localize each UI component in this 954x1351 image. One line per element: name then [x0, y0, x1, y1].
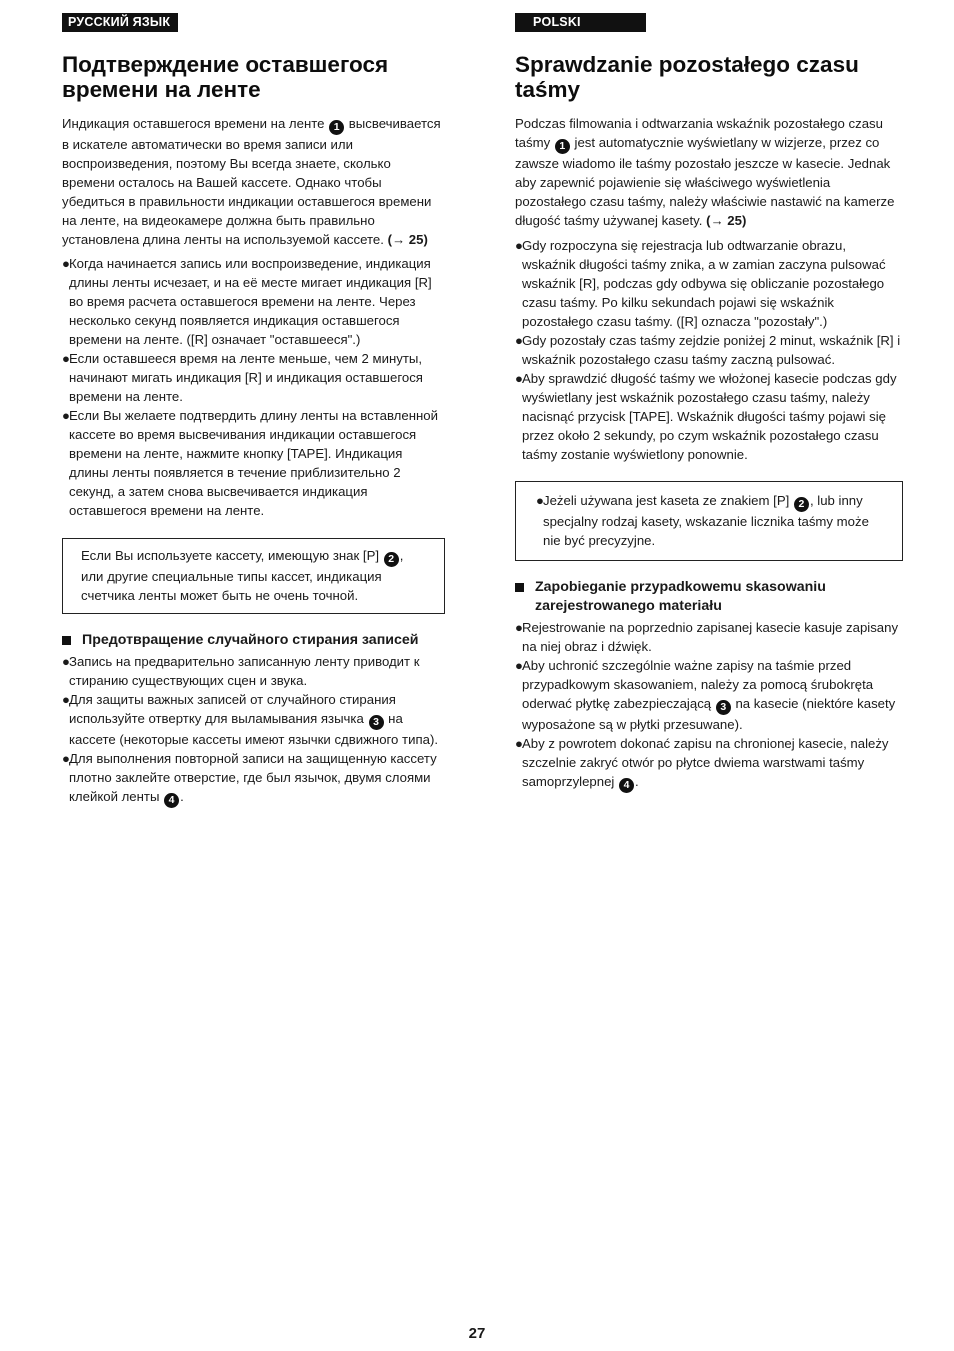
bullet-text: Запись на предварительно записанную ленту приводит к стиранию существующих сцен и звука.: [69, 654, 420, 688]
bullet-text: Aby uchronić szczególnie ważne zapisy na taśmie przed przypadkowym skasowaniem, należy za pomocą śrubokręta oderwać płytkę zabezpieczającą: [522, 658, 874, 711]
note-text-part: , lub inny specjalny rodzaj kasety, wskazanie licznika taśmy może nie być precyzyjne.: [543, 493, 869, 548]
bullet-icon: ●: [515, 371, 523, 386]
language-label-ru: РУССКИЙ ЯЗЫК: [62, 13, 178, 32]
callout-number-1: 1: [555, 139, 570, 154]
callout-number-4: 4: [619, 778, 634, 793]
note-text-part: Если Вы используете кассету, имеющую знак [P]: [81, 548, 383, 563]
subsection-heading-text: Предотвращение случайного стирания записей: [82, 632, 419, 648]
bullet-text: .: [635, 774, 639, 789]
callout-number-2: 2: [794, 497, 809, 512]
callout-number-4: 4: [164, 793, 179, 808]
bullet-item: [515, 331, 903, 369]
bullet-icon: ●: [515, 658, 523, 673]
bullet-item: [515, 618, 903, 656]
intro-text: Индикация оставшегося времени на ленте: [62, 116, 329, 131]
bullet-text: Если Вы желаете подтвердить длину ленты на вставленной кассете во время высвечивания индикации оставшегося времени на ленте, нажмите кнопку [TAPE]. Индикация длины ленты появляется в течение приблизительно 2 секунд, а затем снова высвечивается индикация оставшегося времени на ленте.: [69, 408, 438, 518]
bullet-text: на кассете (некоторые кассеты имеют язычки сдвижного типа).: [69, 711, 438, 747]
note-box-ru: [62, 538, 445, 614]
subsection-heading-text: Zapobieganie przypadkowemu skasowaniu zarejestrowanego materiału: [535, 579, 826, 614]
bullet-text: Для выполнения повторной записи на защищенную кассету плотно заклейте отверстие, где был язычок, двумя слоями клейкой ленты: [69, 751, 437, 804]
subsection-heading-pl: [515, 578, 903, 616]
bullet-icon: ●: [536, 493, 544, 508]
bullet-icon: ●: [62, 351, 70, 366]
square-bullet-icon: [515, 583, 524, 592]
bullet-item: [62, 406, 445, 520]
note-text-part: Jeżeli używana jest kaseta ze znakiem [P]: [543, 493, 793, 508]
intro-text: высвечивается в искателе автоматически во время записи или воспроизведения, поэтому Вы всегда знаете, сколько времени осталось на Вашей кассете. Однако чтобы убедиться в правильности индикации оставшегося времени на ленте, на видеокамере должна быть правильно установлена длина ленты на используемой кассете.: [62, 116, 441, 247]
bullet-icon: ●: [515, 333, 523, 348]
page-reference-link[interactable]: (→ 25): [387, 232, 428, 247]
callout-number-1: 1: [329, 120, 344, 135]
bullet-icon: ●: [62, 256, 70, 271]
bullet-text: Для защиты важных записей от случайного стирания используйте отвертку для выламывания язычка: [69, 692, 396, 726]
bullet-icon: ●: [515, 238, 523, 253]
bullet-text: na kasecie (niektóre kasety wyposażone są w płytki przesuwane).: [522, 696, 896, 732]
callout-number-2: 2: [384, 552, 399, 567]
square-bullet-icon: [62, 636, 71, 645]
section-title-ru: Подтверждение оставшегося времени на ленте: [62, 52, 389, 102]
russian-column: [62, 13, 445, 808]
bullet-text: Aby z powrotem dokonać zapisu na chronionej kasecie, należy szczelnie zakryć otwór po płytce dwiema warstwami taśmy samoprzylepnej: [522, 736, 889, 789]
polish-column: [515, 13, 903, 793]
bullet-icon: ●: [515, 620, 523, 635]
bullet-item: [515, 369, 903, 464]
bullet-item: [515, 656, 903, 734]
bullet-text: Когда начинается запись или воспроизведение, индикация длины ленты исчезает, и на её месте мигает индикация [R] во время расчета оставшегося времени на ленте. Через несколько секунд появляется индикация оставшегося времени на ленте. ([R] означает "оставшееся".): [69, 256, 432, 347]
bullet-item: [62, 749, 445, 808]
callout-number-3: 3: [369, 715, 384, 730]
bullet-item: [515, 236, 903, 331]
intro-text: Podczas filmowania i odtwarzania wskaźnik pozostałego czasu taśmy: [515, 116, 883, 150]
page-number: 27: [468, 1325, 486, 1342]
bullet-icon: ●: [515, 736, 523, 751]
note-text: [536, 491, 886, 550]
callout-number-3: 3: [716, 700, 731, 715]
bullet-item: [62, 690, 445, 749]
bullet-text: Gdy pozostały czas taśmy zejdzie poniżej 2 minut, wskaźnik [R] i wskaźnik pozostałego czasu taśmy zaczną pulsować.: [522, 333, 901, 367]
bullet-icon: ●: [62, 654, 70, 669]
bullet-item: [62, 254, 445, 349]
bullet-text: Aby sprawdzić długość taśmy we włożonej kasecie podczas gdy wyświetlany jest wskaźnik pozostałego czasu taśmy, należy nacisnąć przycisk [TAPE]. Wskaźnik długości taśmy pojawi się przez około 2 sekundy, po czym wskaźnik pozostałego czasu taśmy zostanie wyświetlony ponownie.: [522, 371, 897, 462]
bullet-text: Rejestrowanie na poprzednio zapisanej kasecie kasuje zapisany na niej obraz i dźwięk.: [522, 620, 899, 654]
bullet-text: .: [180, 789, 184, 804]
bullet-icon: ●: [62, 692, 70, 707]
bullet-icon: ●: [62, 408, 70, 423]
page-reference-link[interactable]: (→ 25): [706, 213, 747, 228]
bullet-text: Если оставшееся время на ленте меньше, чем 2 минуты, начинают мигать индикация [R] и индикация оставшегося времени на ленте.: [69, 351, 423, 404]
bullet-item: [62, 652, 445, 690]
note-box-pl: [515, 481, 903, 561]
note-text-part: , или другие специальные типы кассет, индикация счетчика ленты может быть не очень точной.: [81, 548, 404, 603]
bullet-icon: ●: [62, 751, 70, 766]
language-label-pl: POLSKI: [515, 13, 646, 32]
bullet-text: Gdy rozpoczyna się rejestracja lub odtwarzanie obrazu, wskaźnik długości taśmy znika, a w zamian zaczyna pulsować wskaźnik [R], podczas gdy odbywa się obliczanie pozostałego czasu taśmy. Po kilku sekundach pojawi się wskaźnik pozostałego czasu taśmy. ([R] oznacza "pozostały".): [522, 238, 886, 329]
bullet-item: [62, 349, 445, 406]
section-title-pl: Sprawdzanie pozostałego czasu taśmy: [515, 52, 859, 102]
intro-paragraph-ru: [62, 114, 445, 249]
bullet-item: [515, 734, 903, 793]
note-text: [81, 546, 428, 605]
subsection-heading-ru: [62, 631, 445, 650]
intro-text: jest automatycznie wyświetlany w wizjerze, przez co zawsze wiadomo ile taśmy pozostało jeszcze w kasecie. Jednak aby zapewnić pojawienie się właściwego wyświetlenia pozostałego czasu taśmy, należy właściwie nastawić na kamerze długość taśmy używanej kasety.: [515, 135, 895, 228]
intro-paragraph-pl: [515, 114, 903, 230]
